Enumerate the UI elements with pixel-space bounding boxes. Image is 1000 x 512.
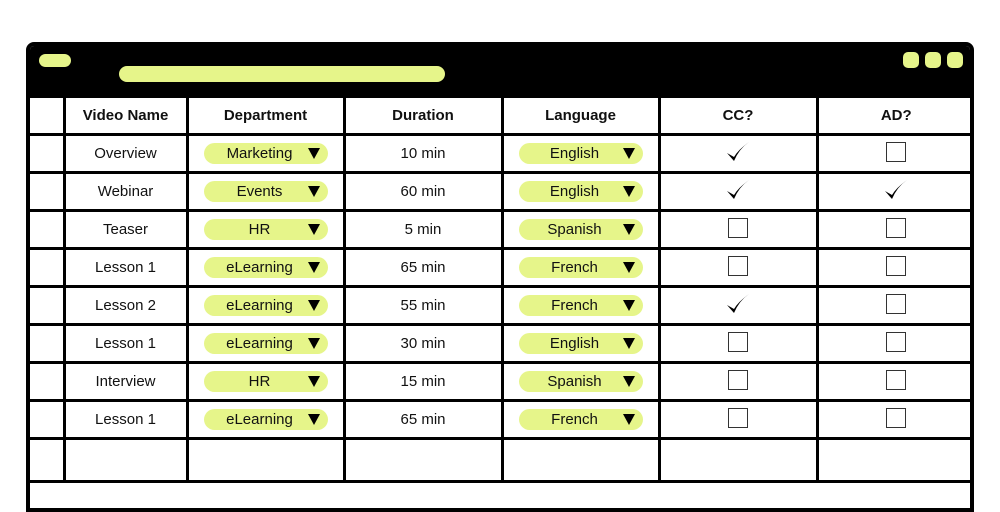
- cell-video-name[interactable]: Webinar: [64, 173, 187, 211]
- department-dropdown-value: eLearning: [226, 335, 293, 352]
- department-dropdown[interactable]: [204, 333, 328, 354]
- department-dropdown-value: Marketing: [226, 145, 293, 162]
- table-row: [30, 401, 974, 439]
- column-header-video-name[interactable]: Video Name: [64, 98, 187, 135]
- cell-ad: [817, 363, 974, 401]
- address-bar[interactable]: [119, 66, 445, 82]
- chevron-down-icon: [623, 414, 635, 425]
- cell-department: [187, 401, 344, 439]
- cell-department: [187, 211, 344, 249]
- language-dropdown[interactable]: [519, 333, 643, 354]
- cell-video-name[interactable]: Interview: [64, 363, 187, 401]
- language-dropdown[interactable]: [519, 409, 643, 430]
- cell-ad: [817, 211, 974, 249]
- language-dropdown[interactable]: [519, 257, 643, 278]
- department-dropdown-value: Events: [236, 183, 283, 200]
- cell-department: [187, 135, 344, 173]
- chevron-down-icon: [623, 338, 635, 349]
- ad-checkbox[interactable]: [886, 142, 906, 162]
- table-row: [30, 211, 974, 249]
- ad-checkbox[interactable]: [886, 408, 906, 428]
- row-selector[interactable]: [30, 173, 64, 211]
- department-dropdown-value: eLearning: [226, 411, 293, 428]
- column-header-duration[interactable]: Duration: [344, 98, 502, 135]
- language-dropdown[interactable]: [519, 143, 643, 164]
- column-header-language[interactable]: Language: [502, 98, 659, 135]
- column-header-cc[interactable]: CC?: [659, 98, 817, 135]
- cc-checkbox[interactable]: [728, 256, 748, 276]
- row-selector[interactable]: [30, 249, 64, 287]
- empty-cell[interactable]: [817, 439, 974, 482]
- department-dropdown-value: HR: [248, 221, 271, 238]
- column-header-ad[interactable]: AD?: [817, 98, 974, 135]
- chevron-down-icon: [623, 148, 635, 159]
- chevron-down-icon: [308, 376, 320, 387]
- cell-ad: [817, 287, 974, 325]
- language-dropdown[interactable]: [519, 295, 643, 316]
- cell-ad: [817, 173, 974, 211]
- cell-video-name[interactable]: Lesson 2: [64, 287, 187, 325]
- cell-ad: [817, 135, 974, 173]
- ad-checkbox[interactable]: [886, 332, 906, 352]
- empty-cell[interactable]: [30, 439, 64, 482]
- cell-duration[interactable]: 30 min: [344, 325, 502, 363]
- language-dropdown-value: English: [549, 145, 600, 162]
- cell-department: [187, 173, 344, 211]
- cell-duration[interactable]: 60 min: [344, 173, 502, 211]
- empty-cell[interactable]: [659, 439, 817, 482]
- language-dropdown[interactable]: [519, 181, 643, 202]
- empty-cell[interactable]: [344, 439, 502, 482]
- chevron-down-icon: [308, 186, 320, 197]
- chevron-down-icon: [623, 224, 635, 235]
- ad-checkbox[interactable]: [886, 218, 906, 238]
- cc-checkbox[interactable]: [728, 408, 748, 428]
- cc-checkbox[interactable]: [728, 332, 748, 352]
- department-dropdown-value: eLearning: [226, 297, 293, 314]
- cell-video-name[interactable]: Lesson 1: [64, 401, 187, 439]
- chevron-down-icon: [308, 224, 320, 235]
- department-dropdown[interactable]: [204, 219, 328, 240]
- cell-cc: [659, 325, 817, 363]
- language-dropdown[interactable]: [519, 219, 643, 240]
- cell-cc: [659, 401, 817, 439]
- cell-language: [502, 287, 659, 325]
- row-selector[interactable]: [30, 363, 64, 401]
- table-row: [30, 173, 974, 211]
- window-control-close[interactable]: [947, 52, 963, 68]
- cell-cc: [659, 211, 817, 249]
- department-dropdown-value: HR: [248, 373, 271, 390]
- row-selector[interactable]: [30, 401, 64, 439]
- cell-cc: [659, 249, 817, 287]
- department-dropdown[interactable]: [204, 295, 328, 316]
- cell-video-name[interactable]: Overview: [64, 135, 187, 173]
- row-selector[interactable]: [30, 211, 64, 249]
- window-control-minimize[interactable]: [903, 52, 919, 68]
- cell-language: [502, 135, 659, 173]
- language-dropdown-value: French: [551, 259, 598, 276]
- cell-duration[interactable]: 55 min: [344, 287, 502, 325]
- cell-duration[interactable]: 65 min: [344, 401, 502, 439]
- check-icon[interactable]: [725, 292, 751, 316]
- cell-language: [502, 173, 659, 211]
- table-row: [30, 135, 974, 173]
- column-header-department[interactable]: Department: [187, 98, 344, 135]
- language-dropdown-value: Spanish: [547, 221, 602, 238]
- check-icon[interactable]: [883, 178, 909, 202]
- chevron-down-icon: [308, 414, 320, 425]
- table-row: [30, 363, 974, 401]
- empty-cell[interactable]: [187, 439, 344, 482]
- cell-language: [502, 401, 659, 439]
- check-icon[interactable]: [725, 140, 751, 164]
- title-bar: [30, 46, 970, 98]
- cell-video-name[interactable]: Teaser: [64, 211, 187, 249]
- chevron-down-icon: [308, 338, 320, 349]
- ad-checkbox[interactable]: [886, 256, 906, 276]
- language-dropdown-value: English: [549, 183, 600, 200]
- row-selector-header: [30, 98, 64, 135]
- cell-department: [187, 287, 344, 325]
- ad-checkbox[interactable]: [886, 370, 906, 390]
- cell-duration[interactable]: 5 min: [344, 211, 502, 249]
- cell-department: [187, 363, 344, 401]
- cell-duration[interactable]: 10 min: [344, 135, 502, 173]
- department-dropdown[interactable]: [204, 143, 328, 164]
- cell-language: [502, 249, 659, 287]
- cell-ad: [817, 249, 974, 287]
- language-dropdown-value: French: [551, 411, 598, 428]
- chevron-down-icon: [623, 186, 635, 197]
- department-dropdown[interactable]: [204, 371, 328, 392]
- department-dropdown-value: eLearning: [226, 259, 293, 276]
- department-dropdown[interactable]: [204, 409, 328, 430]
- cell-cc: [659, 287, 817, 325]
- language-dropdown[interactable]: [519, 371, 643, 392]
- chevron-down-icon: [308, 262, 320, 273]
- video-table: [30, 98, 974, 483]
- cell-cc: [659, 135, 817, 173]
- language-dropdown-value: English: [549, 335, 600, 352]
- table-row: [30, 249, 974, 287]
- cell-cc: [659, 173, 817, 211]
- window-controls: [903, 52, 963, 68]
- row-selector[interactable]: [30, 135, 64, 173]
- table-row: [30, 325, 974, 363]
- cc-checkbox[interactable]: [728, 370, 748, 390]
- window-menu-button[interactable]: [39, 54, 71, 67]
- table-row-empty: [30, 439, 974, 482]
- cell-video-name[interactable]: Lesson 1: [64, 249, 187, 287]
- cell-duration[interactable]: 15 min: [344, 363, 502, 401]
- cc-checkbox[interactable]: [728, 218, 748, 238]
- chevron-down-icon: [623, 262, 635, 273]
- department-dropdown[interactable]: [204, 181, 328, 202]
- table-row: [30, 287, 974, 325]
- window-control-maximize[interactable]: [925, 52, 941, 68]
- row-selector[interactable]: [30, 287, 64, 325]
- row-selector[interactable]: [30, 325, 64, 363]
- chevron-down-icon: [623, 300, 635, 311]
- empty-cell[interactable]: [64, 439, 187, 482]
- cell-language: [502, 211, 659, 249]
- cell-department: [187, 325, 344, 363]
- cell-language: [502, 325, 659, 363]
- cell-ad: [817, 401, 974, 439]
- cell-language: [502, 363, 659, 401]
- cell-cc: [659, 363, 817, 401]
- ad-checkbox[interactable]: [886, 294, 906, 314]
- chevron-down-icon: [308, 300, 320, 311]
- department-dropdown[interactable]: [204, 257, 328, 278]
- cell-video-name[interactable]: Lesson 1: [64, 325, 187, 363]
- language-dropdown-value: Spanish: [547, 373, 602, 390]
- cell-duration[interactable]: 65 min: [344, 249, 502, 287]
- cell-department: [187, 249, 344, 287]
- check-icon[interactable]: [725, 178, 751, 202]
- app-window: [26, 42, 974, 512]
- empty-cell[interactable]: [502, 439, 659, 482]
- chevron-down-icon: [623, 376, 635, 387]
- table-header-row: [30, 98, 974, 135]
- cell-ad: [817, 325, 974, 363]
- language-dropdown-value: French: [551, 297, 598, 314]
- chevron-down-icon: [308, 148, 320, 159]
